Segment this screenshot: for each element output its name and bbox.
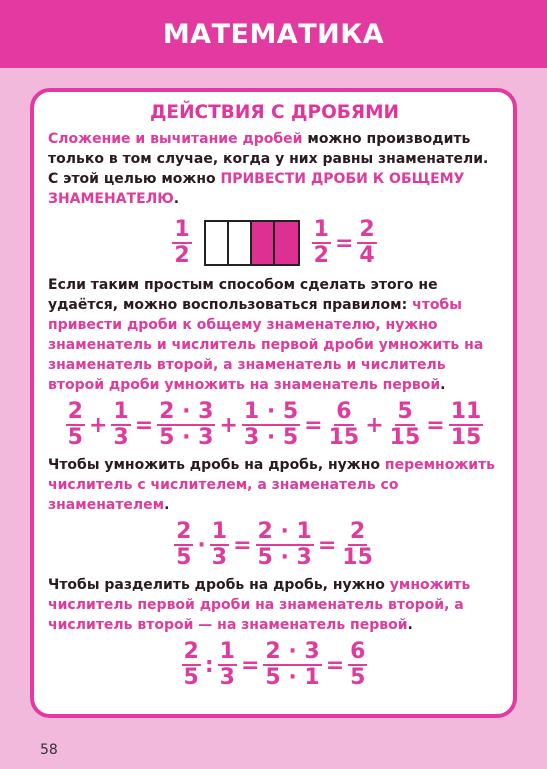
divide-sign: : [204,652,214,678]
rule-div-highlight: умножить числитель первой дроби на знаменатель второй, а числитель второй — на знаменатель первой [48,577,471,633]
equals-sign: = [317,532,337,558]
fraction-one-half: $\frac{1}{2}$ [174,217,190,268]
fraction: $\frac{2 \cdot 3}{5 \cdot 3}$ [159,399,214,450]
fraction: $\frac{2}{5}$ [183,639,199,690]
fraction-result: $\frac{2}{15}$ [342,519,373,570]
fraction: $\frac{5}{15}$ [389,399,421,450]
bar-cell-filled [252,222,275,264]
rule-mul-end: . [164,497,170,513]
rule-add-highlight: чтобы привести дроби к общему знаменателю, нужно знаменатель и числитель первой дроби умножить на знаменатель второй, а знаменатель и числитель второй дроби умножить на знаменатель первой [48,297,484,393]
rule-div-end: . [407,617,413,633]
equals-sign: = [134,412,154,438]
rule-div-text: Чтобы разделить дробь на дробь, нужно [48,577,385,593]
rule-division [48,575,501,635]
bar-cell-filled [275,222,298,264]
fraction: $\frac{2 \cdot 1}{5 \cdot 3}$ [257,519,312,570]
rule-add-end: . [440,377,446,393]
fraction: $\frac{6}{15}$ [328,399,360,450]
rule-add-text: Если таким простым способом сделать этого не удаётся, можно воспользоваться правилом: [48,277,438,313]
example-multiplication [48,521,501,569]
content-card [30,88,517,718]
fraction: $\frac{1 \cdot 5}{3 \cdot 5}$ [243,399,299,450]
fraction-result: $\frac{11}{15}$ [450,399,482,450]
multiply-sign: · [197,532,206,558]
equals-sign: = [334,230,354,256]
equals-sign: = [426,412,445,438]
page-header [0,0,547,68]
equals-sign: = [233,532,252,558]
example-addition [48,401,501,449]
bar-cell-empty [229,222,252,264]
plus-sign: + [365,412,384,438]
page-title: МАТЕМАТИКА [162,18,385,50]
bar-cell-empty [206,222,229,264]
page-number: 58 [40,742,58,758]
fraction: $\frac{1}{3}$ [113,399,129,450]
example-equivalent-fractions [48,219,501,267]
equals-sign: = [325,652,345,678]
intro-highlight-1: Сложение и вычитание дробей [48,131,303,147]
fraction-bar-model [204,220,300,266]
intro-highlight-2: ПРИВЕСТИ ДРОБИ К ОБЩЕМУ ЗНАМЕНАТЕЛЮ [48,171,465,207]
rule-multiplication [48,455,501,515]
intro-text-2: . [173,191,180,207]
fraction: $\frac{2 \cdot 3}{5 \cdot 1}$ [265,639,320,690]
fraction: $\frac{1}{3}$ [219,639,235,690]
fraction: $\frac{2}{5}$ [176,519,192,570]
intro-paragraph [48,129,501,209]
rule-mul-highlight: перемножить числитель с числителем, а знаменатель со знаменателем [48,457,496,513]
card-title: ДЕЙСТВИЯ С ДРОБЯМИ [149,102,400,123]
plus-sign: + [219,412,238,438]
equals-sign: = [240,652,260,678]
example-division [48,641,501,689]
equals-sign: = [304,412,323,438]
intro-text-1: можно производить только в том случае, когда у них равны знаменатели. С этой целью можно [48,131,489,187]
rule-common-denominator [48,275,501,395]
plus-sign: + [88,412,108,438]
fraction-result: $\frac{6}{5}$ [350,639,366,690]
rule-mul-text: Чтобы умножить дробь на дробь, нужно [48,457,381,473]
fraction-two-fourths: $\frac{2}{4}$ [359,217,375,268]
fraction: $\frac{1}{3}$ [211,519,228,570]
fraction-one-half-b: $\frac{1}{2}$ [313,217,329,268]
fraction: $\frac{2}{5}$ [67,399,83,450]
